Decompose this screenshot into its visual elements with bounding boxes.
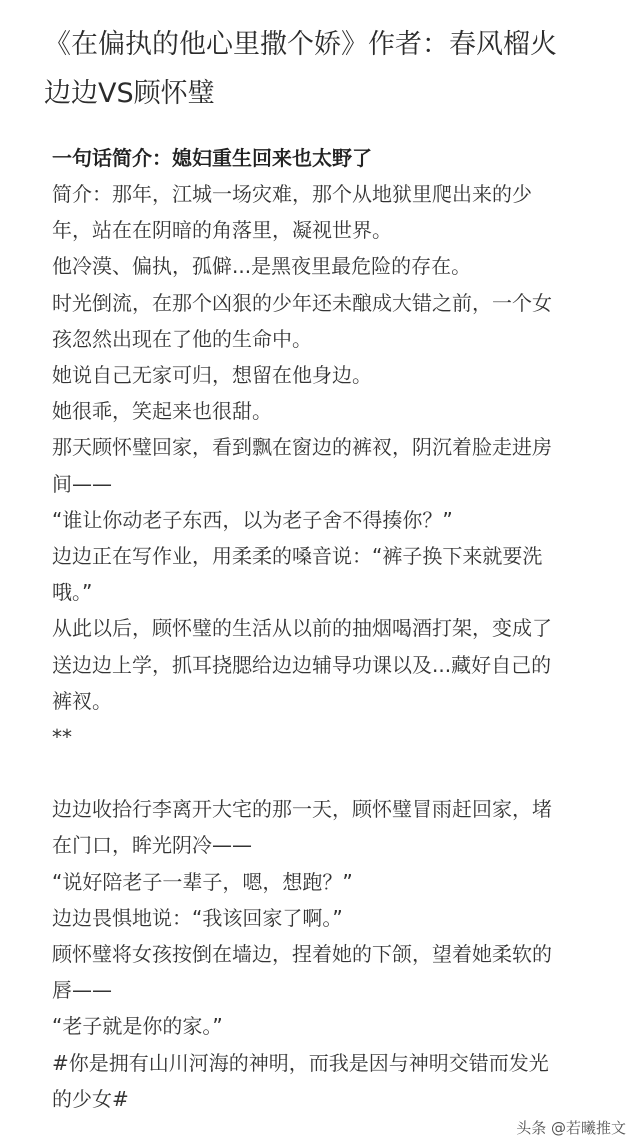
book-title-line-2: 边边VS顾怀璧 — [44, 78, 215, 109]
paragraph — [52, 248, 612, 284]
paragraph — [52, 864, 612, 900]
paragraph-line: 裤衩。 — [52, 688, 112, 713]
paragraph-line: 年，站在在阴暗的角落里，凝视世界。 — [52, 218, 392, 243]
paragraph-line: “说好陪老子一辈子，嗯，想跑？” — [52, 869, 353, 894]
paragraph-line: 在门口，眸光阴冷—— — [52, 833, 252, 858]
paragraph-line: 间—— — [52, 471, 112, 496]
paragraph — [52, 502, 612, 538]
paragraph-line: 边边收拾行李离开大宅的那一天，顾怀璧冒雨赶回家，堵 — [52, 797, 552, 822]
paragraph-line: 那天顾怀璧回家，看到飘在窗边的裤衩，阴沉着脸走进房 — [52, 435, 552, 460]
paragraph — [52, 1008, 612, 1044]
paragraph-line: #你是拥有山川河海的神明，而我是因与神明交错而发光 — [52, 1050, 549, 1075]
paragraph-line: 简介：那年，江城一场灾难，那个从地狱里爬出来的少 — [52, 182, 532, 206]
paragraph — [52, 538, 612, 610]
paragraph — [52, 393, 612, 429]
paragraph — [52, 429, 612, 501]
book-title-line-1: 《在偏执的他心里撒个娇》作者：春风榴火 — [44, 29, 557, 60]
paragraph-line: “老子就是你的家。” — [52, 1014, 223, 1039]
paragraph-line: 她很乖，笑起来也很甜。 — [52, 399, 272, 424]
paragraph-line: 她说自己无家可归，想留在他身边。 — [52, 363, 372, 388]
paragraph-line: 边边畏惧地说：“我该回家了啊。” — [52, 905, 343, 930]
paragraph-line: 边边正在写作业，用柔柔的嗓音说：“裤子换下来就要洗 — [52, 544, 543, 569]
paragraph-line: 送边边上学，抓耳挠腮给边边辅导功课以及...藏好自己的 — [52, 652, 552, 677]
synopsis-body — [52, 140, 612, 1117]
paragraph-line: 顾怀璧将女孩按倒在墙边，捏着她的下颌，望着她柔软的 — [52, 942, 552, 967]
paragraph-line: 时光倒流，在那个凶狠的少年还未酿成大错之前，一个女 — [52, 290, 552, 315]
paragraph-line: 唇—— — [52, 978, 112, 1003]
paragraph — [52, 936, 612, 1008]
paragraph-line: 从此以后，顾怀璧的生活从以前的抽烟喝酒打架，变成了 — [52, 616, 552, 641]
paragraph-line: 孩忽然出现在了他的生命中。 — [52, 326, 312, 351]
paragraph — [52, 719, 612, 755]
paragraph-line: 的少女# — [52, 1086, 129, 1111]
paragraph-line: ** — [52, 725, 72, 750]
paragraph — [52, 791, 612, 863]
paragraph — [52, 610, 612, 719]
blank-line — [52, 755, 612, 791]
paragraph — [52, 357, 612, 393]
paragraph-line: 哦。” — [52, 580, 93, 605]
paragraph-line: “谁让你动老子东西，以为老子舍不得揍你？” — [52, 507, 453, 532]
paragraph — [52, 285, 612, 357]
paragraph — [52, 176, 612, 248]
one-line-summary: 一句话简介：媳妇重生回来也太野了 — [52, 146, 372, 170]
synopsis-paragraphs — [52, 176, 612, 1117]
paragraph — [52, 1045, 612, 1117]
watermark: 头条 @若曦推文 — [516, 1119, 626, 1137]
paragraph — [52, 900, 612, 936]
book-title — [44, 20, 624, 118]
paragraph-line: 他冷漠、偏执，孤僻...是黑夜里最危险的存在。 — [52, 254, 472, 279]
